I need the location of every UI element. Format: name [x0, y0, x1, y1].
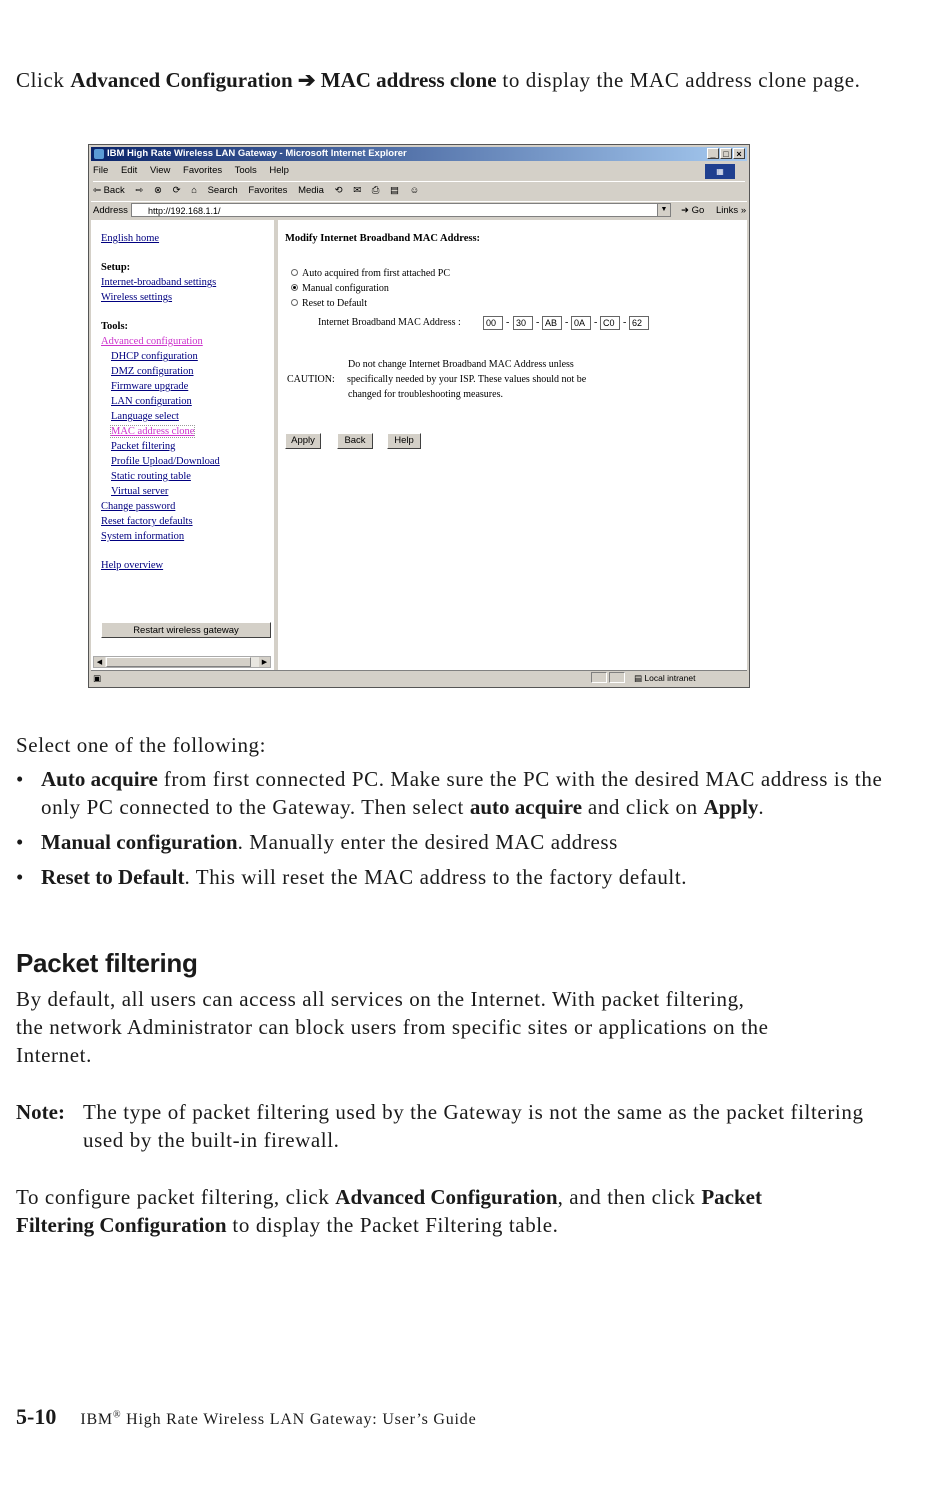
nav-virtual-server[interactable]: Virtual server [111, 486, 169, 497]
status-cells [591, 672, 625, 683]
search-button[interactable]: Search [207, 185, 238, 196]
nav-dmz[interactable]: DMZ configuration [111, 366, 194, 377]
mac-octet-4[interactable]: 0A [571, 316, 591, 330]
radio-icon [291, 299, 298, 306]
menu-favorites[interactable]: Favorites [183, 165, 223, 176]
mac-octet-5[interactable]: C0 [600, 316, 620, 330]
window-titlebar [91, 147, 747, 161]
address-input[interactable] [131, 203, 671, 217]
nav-static-routing[interactable]: Static routing table [111, 471, 191, 482]
radio-selected-icon [291, 284, 298, 291]
nav-change-password[interactable]: Change password [101, 501, 176, 512]
menu-view[interactable]: View [149, 165, 171, 176]
restart-gateway-button[interactable]: Restart wireless gateway [101, 622, 271, 638]
page-number: 5-10 [16, 1404, 57, 1429]
mac-label: Internet Broadband MAC Address : [318, 317, 461, 328]
zone-label [634, 671, 695, 685]
note-label: Note: [16, 1100, 65, 1124]
help-button[interactable]: Help [387, 433, 421, 449]
links-button[interactable]: Links » [716, 205, 747, 216]
radio-auto-label: Auto acquired from first attached PC [302, 268, 451, 279]
go-arrow-icon: ➜ [681, 205, 692, 216]
nav-english-home[interactable]: English home [101, 233, 160, 244]
mac-separator: - [594, 317, 598, 328]
print-icon[interactable]: ⎙ [371, 185, 380, 196]
back-button[interactable]: Back [337, 433, 373, 449]
address-bar [91, 201, 747, 219]
nav-tools-heading: Tools: [101, 321, 129, 332]
mac-separator: - [506, 317, 510, 328]
page-icon: ▣ [93, 673, 102, 683]
menu-bar [93, 163, 745, 179]
go-label: Go [691, 205, 705, 216]
packet-filter-paragraph: By default, all users can access all services on the Internet. With packet filtering, the network Administrator can block users from specific sites or applications on the Internet. [16, 987, 769, 1067]
nav-setup-heading: Setup: [101, 262, 131, 273]
minimize-button[interactable]: _ [707, 148, 719, 159]
refresh-icon[interactable]: ⟳ [172, 185, 181, 196]
menu-edit[interactable]: Edit [120, 165, 138, 176]
messenger-icon[interactable]: ☺ [409, 185, 420, 196]
nav-dhcp[interactable]: DHCP configuration [111, 351, 198, 362]
nav-help-overview[interactable]: Help overview [101, 560, 164, 571]
address-value: http://192.168.1.1/ [148, 206, 221, 216]
scroll-left-icon[interactable]: ◀ [94, 657, 105, 667]
page-footer [16, 1404, 477, 1430]
zone-text: Local intranet [644, 673, 696, 683]
list-item: • Reset to Default. This will reset the MAC address to the factory default. [16, 863, 916, 891]
caution-line-2: specifically needed by your ISP. These values should not be [347, 374, 587, 385]
browser-toolbar [93, 181, 745, 200]
nav-system-information[interactable]: System information [101, 531, 185, 542]
note-text: The type of packet filtering used by the Gateway is not the same as the packet filtering used by the built-in firewall. [83, 1100, 864, 1152]
address-label: Address [93, 205, 128, 216]
window-title: IBM High Rate Wireless LAN Gateway - Microsoft Internet Explorer [107, 148, 407, 159]
back-button[interactable]: ⇦ Back [93, 185, 125, 196]
nav-reset-factory[interactable]: Reset factory defaults [101, 516, 193, 527]
mac-separator: - [536, 317, 540, 328]
status-bar [91, 670, 747, 685]
intro-paragraph: Click Advanced Configuration ➔ MAC address clone to display the MAC address clone page. [16, 68, 861, 92]
mac-octet-6[interactable]: 62 [629, 316, 649, 330]
apply-button[interactable]: Apply [285, 433, 321, 449]
select-intro: Select one of the following: [16, 733, 267, 757]
radio-auto-acquire[interactable] [291, 268, 450, 279]
horizontal-scrollbar[interactable] [93, 656, 271, 668]
mac-octet-2[interactable]: 30 [513, 316, 533, 330]
nav-lan[interactable]: LAN configuration [111, 396, 192, 407]
configure-paragraph: To configure packet filtering, click Advanced Configuration, and then click Packet Filtering Configuration to display the Packet Filtering table. [16, 1185, 762, 1237]
media-button[interactable]: Media [298, 185, 324, 196]
list-item: • Manual configuration. Manually enter the desired MAC address [16, 828, 916, 856]
mac-octet-3[interactable]: AB [542, 316, 562, 330]
section-heading: Packet filtering [16, 948, 198, 978]
nav-advanced-configuration[interactable]: Advanced configuration [101, 336, 203, 347]
registered-mark: ® [112, 1409, 122, 1421]
radio-manual-label: Manual configuration [302, 283, 389, 294]
go-button[interactable] [681, 202, 704, 219]
mac-octet-1[interactable]: 00 [483, 316, 503, 330]
options-list [16, 765, 916, 898]
footer-title: High Rate Wireless LAN Gateway: User’s Guide [121, 1411, 477, 1428]
scroll-right-icon[interactable]: ▶ [259, 657, 270, 667]
menu-file[interactable]: File [93, 165, 109, 176]
windows-logo-icon: ▦ [705, 164, 735, 179]
close-button[interactable]: × [733, 148, 745, 159]
mac-separator: - [623, 317, 627, 328]
home-icon[interactable]: ⌂ [191, 185, 197, 196]
menu-help[interactable]: Help [269, 165, 289, 176]
menu-tools[interactable]: Tools [234, 165, 257, 176]
caution-line-1: Do not change Internet Broadband MAC Address unless [348, 359, 574, 370]
browser-screenshot [88, 144, 750, 688]
ie-logo-icon [94, 149, 104, 159]
chevron-down-icon[interactable]: ▼ [657, 204, 670, 216]
intranet-icon: ▤ [634, 673, 645, 683]
edit-icon[interactable]: ▤ [390, 185, 400, 196]
radio-reset-label: Reset to Default [302, 298, 367, 309]
radio-icon [291, 269, 298, 276]
stop-icon[interactable]: ⊗ [153, 185, 162, 196]
footer-brand: IBM [80, 1411, 113, 1428]
form-title: Modify Internet Broadband MAC Address: [285, 233, 481, 244]
nav-internet-broadband[interactable]: Internet-broadband settings [101, 277, 217, 288]
radio-reset-default[interactable] [291, 298, 367, 309]
nav-packet-filtering[interactable]: Packet filtering [111, 441, 176, 452]
maximize-button[interactable]: □ [720, 148, 732, 159]
caution-label: CAUTION: [287, 374, 335, 385]
nav-wireless-settings[interactable]: Wireless settings [101, 292, 173, 303]
history-icon[interactable]: ⟲ [334, 185, 343, 196]
nav-language[interactable]: Language select [111, 411, 179, 422]
nav-profile[interactable]: Profile Upload/Download [111, 456, 220, 467]
forward-button[interactable]: ⇨ [135, 185, 144, 196]
nav-frame [91, 220, 277, 670]
caution-line-3: changed for troubleshooting measures. [348, 389, 503, 400]
note-block [16, 1098, 896, 1154]
scroll-thumb[interactable] [106, 657, 251, 667]
nav-firmware[interactable]: Firmware upgrade [111, 381, 189, 392]
nav-mac-address-clone[interactable]: MAC address clone [111, 426, 195, 437]
radio-manual[interactable] [291, 283, 389, 294]
mail-icon[interactable]: ✉ [353, 185, 362, 196]
list-item: • Auto acquire from first connected PC. Make sure the PC with the desired MAC address is the only PC connected to the Gateway. Then select auto acquire and click on Apply. [16, 765, 916, 821]
content-frame [278, 220, 747, 670]
mac-separator: - [565, 317, 569, 328]
favorites-button[interactable]: Favorites [248, 185, 288, 196]
